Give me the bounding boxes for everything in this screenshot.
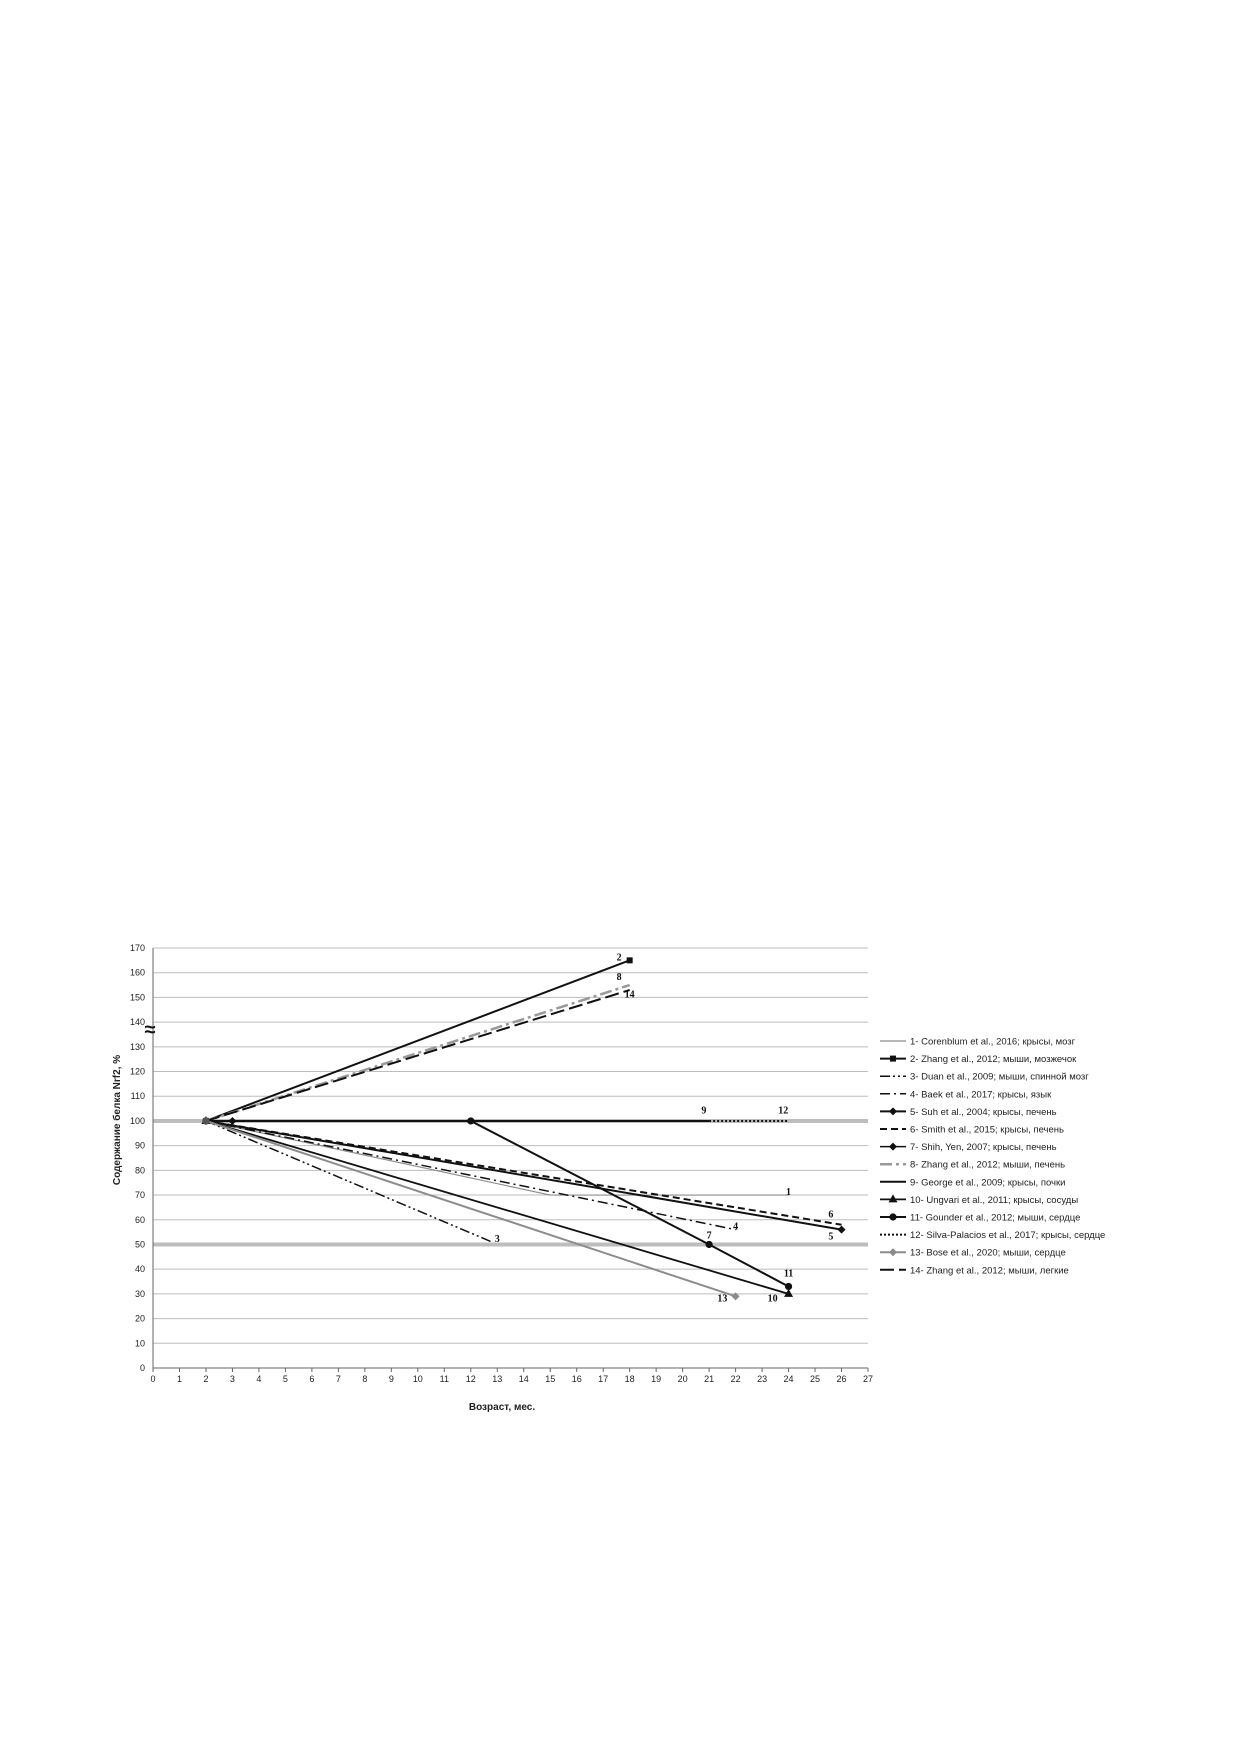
x-tick-label-11: 11	[439, 1374, 449, 1384]
series-line-5	[206, 1121, 842, 1230]
x-tick-label-8: 8	[362, 1374, 368, 1384]
x-tick-label-14: 14	[518, 1374, 529, 1384]
line-labels	[495, 952, 834, 1304]
line-label-10: 10	[767, 1293, 778, 1305]
legend-label-10: 10- Ungvari et al., 2011; крысы, сосуды	[910, 1194, 1079, 1206]
legend	[880, 1037, 1105, 1277]
x-tick-label-6: 6	[309, 1374, 315, 1384]
point-11-2	[706, 1241, 713, 1248]
x-tick-label-26: 26	[836, 1374, 847, 1384]
x-tick-label-18: 18	[624, 1374, 635, 1384]
legend-label-4: 4- Baek et al., 2017; крысы, язык	[910, 1089, 1052, 1101]
x-tick-label-15: 15	[545, 1374, 556, 1384]
x-axis-title: Возраст, мес.	[468, 1402, 536, 1413]
series-line-10	[206, 1121, 792, 1294]
legend-label-5: 5- Suh et al., 2004; крысы, печень	[910, 1106, 1057, 1118]
x-tick-label-9: 9	[388, 1374, 394, 1384]
x-tick-label-1: 1	[176, 1374, 182, 1384]
legend-label-9: 9- George et al., 2009; крысы, почки	[910, 1177, 1066, 1189]
legend-label-14: 14- Zhang et al., 2012; мыши, легкие	[910, 1265, 1069, 1277]
x-tick-label-25: 25	[810, 1374, 821, 1384]
x-tick-label-5: 5	[282, 1374, 288, 1384]
legend-label-8: 8- Zhang et al., 2012; мыши, печень	[910, 1159, 1066, 1171]
line-label-14: 14	[624, 989, 635, 1001]
x-tick-label-4: 4	[256, 1374, 262, 1384]
legend-marker-11	[889, 1213, 896, 1220]
legend-label-6: 6- Smith et al., 2015; крысы, печень	[910, 1124, 1064, 1136]
y-tick-label-170: 170	[129, 943, 145, 953]
y-tick-label-160: 160	[129, 967, 145, 978]
origin-point	[202, 1117, 209, 1124]
series-line-14	[206, 990, 630, 1121]
x-tick-label-22: 22	[730, 1374, 741, 1384]
y-tick-label-0: 0	[139, 1363, 145, 1373]
legend-label-11: 11- Gounder et al., 2012; мыши, сердце	[910, 1212, 1081, 1224]
x-tick-label-13: 13	[492, 1374, 503, 1384]
legend-label-7: 7- Shih, Yen, 2007; крысы, печень	[910, 1142, 1057, 1154]
series-lines	[201, 957, 845, 1300]
x-tick-label-12: 12	[465, 1374, 476, 1384]
line-label-1: 1	[786, 1187, 792, 1199]
line-label-4: 4	[733, 1221, 739, 1233]
y-tick-label-70: 70	[134, 1190, 145, 1201]
y-tick-label-140: 140	[129, 1017, 145, 1028]
y-tick-label-20: 20	[134, 1313, 145, 1324]
x-tick-label-23: 23	[757, 1374, 768, 1384]
legend-marker-5	[889, 1107, 897, 1115]
series-line-2	[206, 960, 630, 1121]
axis-break-symbol: ≈	[144, 1019, 156, 1041]
x-tick-label-27: 27	[862, 1374, 874, 1384]
line-label-3: 3	[494, 1234, 500, 1245]
y-tick-label-120: 120	[129, 1066, 145, 1077]
x-tick-label-2: 2	[203, 1374, 209, 1384]
y-tick-label-60: 60	[134, 1214, 145, 1225]
y-tick-label-90: 90	[134, 1140, 145, 1151]
x-tick-label-19: 19	[651, 1374, 662, 1384]
legend-marker-2	[890, 1056, 896, 1062]
line-label-8: 8	[616, 972, 622, 984]
x-tick-label-7: 7	[335, 1374, 341, 1384]
line-label-2: 2	[616, 952, 622, 964]
legend-marker-13	[889, 1248, 897, 1256]
x-tick-label-20: 20	[677, 1374, 688, 1384]
line-label-12: 12	[778, 1105, 789, 1117]
line-label-11: 11	[783, 1268, 794, 1280]
y-tick-label-80: 80	[134, 1165, 145, 1176]
x-tick-label-17: 17	[598, 1374, 609, 1384]
y-axis-title: Содержание белка Nrf2, %	[112, 1054, 123, 1186]
y-tick-label-40: 40	[134, 1264, 145, 1275]
y-tick-label-10: 10	[134, 1338, 145, 1349]
legend-label-12: 12- Silva-Palacios et al., 2017; крысы, сердце	[910, 1230, 1106, 1242]
line-label-6: 6	[828, 1209, 834, 1221]
x-tick-label-24: 24	[783, 1374, 794, 1384]
grid-lines	[153, 948, 868, 1343]
point-5-1	[838, 1226, 846, 1234]
x-tick-label-10: 10	[412, 1374, 423, 1384]
point-11-1	[467, 1117, 474, 1124]
series-line-3	[206, 1121, 492, 1242]
line-label-7: 7	[706, 1230, 712, 1242]
y-tick-label-110: 110	[130, 1091, 145, 1102]
legend-label-3: 3- Duan et al., 2009; мыши, спинной мозг	[910, 1071, 1089, 1083]
legend-marker-10	[889, 1194, 898, 1202]
y-tick-label-130: 130	[129, 1041, 145, 1052]
legend-label-13: 13- Bose et al., 2020; мыши, сердце	[910, 1247, 1066, 1259]
series-line-13	[206, 1121, 739, 1296]
x-tick-label-0: 0	[150, 1374, 156, 1384]
line-label-9: 9	[701, 1105, 707, 1117]
legend-label-2: 2- Zhang et al., 2012; мыши, мозжечок	[910, 1054, 1077, 1066]
line-label-5: 5	[828, 1231, 834, 1243]
x-tick-label-16: 16	[571, 1374, 582, 1384]
y-tick-label-50: 50	[134, 1239, 145, 1250]
legend-marker-7	[889, 1143, 897, 1151]
x-tick-label-21: 21	[704, 1374, 715, 1384]
line-label-13: 13	[717, 1293, 728, 1305]
point-2-1	[627, 957, 633, 963]
x-tick-label-3: 3	[229, 1374, 235, 1384]
y-tick-label-100: 100	[129, 1115, 145, 1126]
series-line-4	[206, 1121, 736, 1230]
point-11-3	[785, 1283, 792, 1290]
y-tick-label-150: 150	[129, 992, 145, 1003]
y-tick-label-30: 30	[134, 1288, 145, 1299]
legend-label-1: 1- Corenblum et al., 2016; крысы, мозг	[910, 1036, 1076, 1048]
